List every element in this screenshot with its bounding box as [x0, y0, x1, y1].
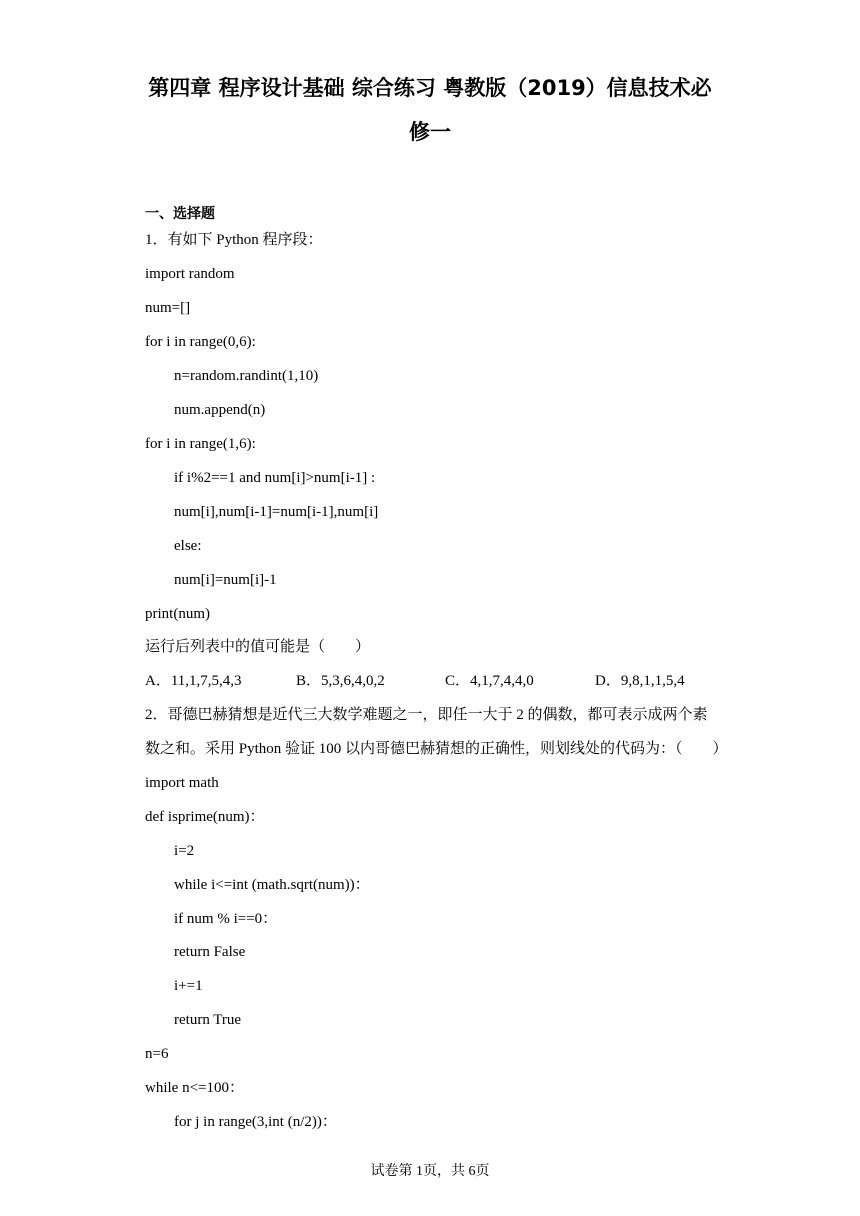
- q2-code-line: while n<=100：: [145, 1080, 244, 1096]
- q2-code-line: while i<=int (math.sqrt(num))：: [174, 877, 370, 893]
- q2-code-line: import math: [145, 775, 219, 791]
- q1-code-line: print(num): [145, 606, 210, 622]
- q1-option-d: D．9,8,1,1,5,4: [595, 673, 685, 689]
- q1-code-line: for i in range(0,6):: [145, 334, 256, 350]
- document-title-line-2: 修一: [409, 120, 451, 144]
- q1-code-line: else:: [174, 538, 202, 554]
- q1-code-line: n=random.randint(1,10): [174, 368, 319, 384]
- q1-code-line: num.append(n): [174, 402, 266, 418]
- q1-option-b: B．5,3,6,4,0,2: [296, 673, 385, 689]
- q2-code-line: n=6: [145, 1046, 169, 1062]
- page-footer: 试卷第 1页，共 6页: [370, 1164, 490, 1179]
- q2-stem-line-2: 数之和。采用 Python 验证 100 以内哥德巴赫猜想的正确性，则划线处的代码为：（ ）: [145, 741, 728, 757]
- q1-code-line: num=[]: [145, 300, 191, 316]
- q1-code-line: num[i],num[i-1]=num[i-1],num[i]: [174, 504, 379, 520]
- q1-prompt: 运行后列表中的值可能是（ ）: [145, 639, 371, 655]
- section-heading: 一、选择题: [145, 206, 215, 222]
- q1-code-line: if i%2==1 and num[i]>num[i-1] :: [174, 470, 376, 486]
- q1-option-a: A．11,1,7,5,4,3: [145, 673, 242, 689]
- q1-option-c: C．4,1,7,4,4,0: [445, 673, 534, 689]
- q2-code-line: i=2: [174, 843, 195, 859]
- q2-code-line: return False: [174, 944, 246, 960]
- q2-code-line: def isprime(num)：: [145, 809, 265, 825]
- document-title-line-1: 第四章 程序设计基础 综合练习 粤教版（2019）信息技术必: [148, 76, 712, 100]
- q2-code-line: return True: [174, 1012, 242, 1028]
- q1-stem: 1．有如下 Python 程序段：: [145, 232, 323, 248]
- q2-stem-line-1: 2．哥德巴赫猜想是近代三大数学难题之一，即任一大于 2 的偶数，都可表示成两个素: [145, 707, 708, 723]
- q2-code-line: i+=1: [174, 978, 203, 994]
- q1-code-line: import random: [145, 266, 235, 282]
- q2-code-line: for j in range(3,int (n/2))：: [174, 1114, 337, 1130]
- q1-code-line: num[i]=num[i]-1: [174, 572, 277, 588]
- q1-code-line: for i in range(1,6):: [145, 436, 256, 452]
- q2-code-line: if num % i==0：: [174, 911, 278, 927]
